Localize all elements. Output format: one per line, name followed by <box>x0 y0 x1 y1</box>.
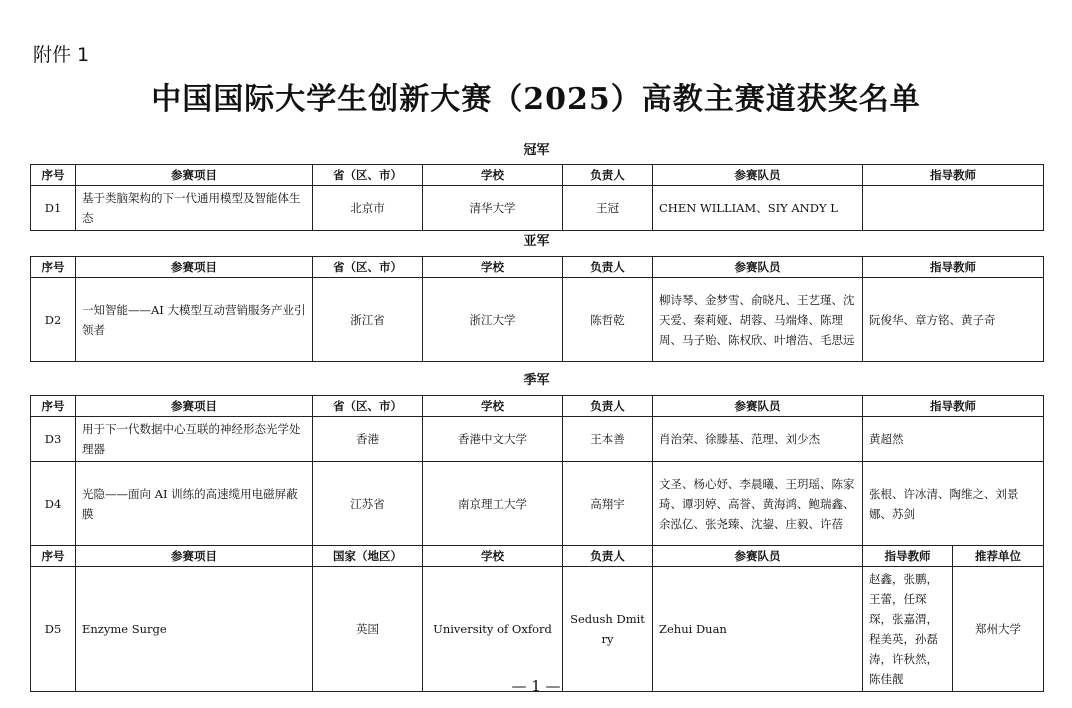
column-header: 序号 <box>31 546 76 567</box>
table-cell: 清华大学 <box>423 186 563 231</box>
column-header: 序号 <box>31 165 76 186</box>
champion-table <box>30 164 1044 231</box>
section-title-third: 季军 <box>523 373 550 388</box>
runner-up-table <box>30 256 1044 362</box>
table-cell: 北京市 <box>313 186 423 231</box>
column-header: 序号 <box>31 396 76 417</box>
table-cell: 文圣、杨心妤、李晨曦、王玥瑶、陈家琦、谭羽婷、高誉、黄海鸿、鲍瑞鑫、余泓亿、张尧臻、沈鋆、庄毅、许蓓 <box>653 462 863 546</box>
column-header: 国家（地区） <box>313 546 423 567</box>
column-header: 负责人 <box>563 396 653 417</box>
table-cell: 高翔宇 <box>563 462 653 546</box>
attachment-label: 附件 1 <box>33 44 90 66</box>
column-header: 参赛项目 <box>76 396 313 417</box>
header-row <box>31 396 1044 417</box>
section-title-champion: 冠军 <box>523 143 550 158</box>
document-title: 中国国际大学生创新大赛（2025）高教主赛道获奖名单 <box>151 82 921 117</box>
table-cell: 赵鑫，张鹏，王蕾，任琛琛，张嘉渭，程美英，孙磊涛，许秋然，陈佳靓 <box>863 567 953 692</box>
table-cell <box>863 186 1044 231</box>
column-header: 学校 <box>423 257 563 278</box>
table-row <box>31 278 1044 362</box>
table-cell: Zehui Duan <box>653 567 863 692</box>
table-row <box>31 417 1044 462</box>
column-header: 参赛项目 <box>76 257 313 278</box>
column-header: 负责人 <box>563 257 653 278</box>
column-header: 省（区、市） <box>313 165 423 186</box>
table-cell: D2 <box>31 278 76 362</box>
column-header: 学校 <box>423 546 563 567</box>
table-cell: 黄超然 <box>863 417 1044 462</box>
column-header: 省（区、市） <box>313 257 423 278</box>
column-header: 指导教师 <box>863 396 1044 417</box>
table-cell: University of Oxford <box>423 567 563 692</box>
column-header: 参赛队员 <box>653 257 863 278</box>
table-cell: 浙江大学 <box>423 278 563 362</box>
table-cell: 南京理工大学 <box>423 462 563 546</box>
table-cell: 郑州大学 <box>953 567 1044 692</box>
table-cell: 张根、许冰清、陶维之、刘景娜、苏剑 <box>863 462 1044 546</box>
column-header: 参赛项目 <box>76 546 313 567</box>
page-number: — 1 — <box>511 677 561 695</box>
column-header: 负责人 <box>563 546 653 567</box>
table-cell: 浙江省 <box>313 278 423 362</box>
column-header: 学校 <box>423 165 563 186</box>
column-header: 负责人 <box>563 165 653 186</box>
column-header: 指导教师 <box>863 257 1044 278</box>
column-header: 参赛项目 <box>76 165 313 186</box>
table-cell: D1 <box>31 186 76 231</box>
table-cell: 英国 <box>313 567 423 692</box>
table-cell: 王本善 <box>563 417 653 462</box>
header-row-international <box>31 546 1044 567</box>
table-cell: D4 <box>31 462 76 546</box>
table-cell: D5 <box>31 567 76 692</box>
column-header: 序号 <box>31 257 76 278</box>
table-cell: 陈哲乾 <box>563 278 653 362</box>
table-cell: 阮俊华、章方铭、黄子奇 <box>863 278 1044 362</box>
column-header: 参赛队员 <box>653 396 863 417</box>
table-cell: CHEN WILLIAM、SIY ANDY L <box>653 186 863 231</box>
column-header: 省（区、市） <box>313 396 423 417</box>
table-cell: 香港中文大学 <box>423 417 563 462</box>
table-row <box>31 462 1044 546</box>
table-cell: 香港 <box>313 417 423 462</box>
section-title-runner-up: 亚军 <box>523 234 550 249</box>
table-cell: Enzyme Surge <box>76 567 313 692</box>
table-row <box>31 186 1044 231</box>
column-header: 指导教师 <box>863 165 1044 186</box>
column-header: 学校 <box>423 396 563 417</box>
table-cell: 用于下一代数据中心互联的神经形态光学处理器 <box>76 417 313 462</box>
table-cell: 基于类脑架构的下一代通用模型及智能体生态 <box>76 186 313 231</box>
column-header: 参赛队员 <box>653 165 863 186</box>
column-header: 推荐单位 <box>953 546 1044 567</box>
third-place-table <box>30 395 1044 692</box>
table-cell: 王冠 <box>563 186 653 231</box>
table-cell: 柳诗琴、金梦雪、俞晓凡、王艺瑾、沈天爱、秦莉娅、胡蓉、马端烽、陈理周、马子贻、陈权欣、叶增浩、毛思远 <box>653 278 863 362</box>
table-row <box>31 567 1044 692</box>
table-cell: 光隐——面向 AI 训练的高速缆用电磁屏蔽膜 <box>76 462 313 546</box>
table-cell: 江苏省 <box>313 462 423 546</box>
table-cell: 一知智能——AI 大模型互动营销服务产业引领者 <box>76 278 313 362</box>
table-cell: 肖治荣、徐滕基、范理、刘少杰 <box>653 417 863 462</box>
column-header: 参赛队员 <box>653 546 863 567</box>
column-header: 指导教师 <box>863 546 953 567</box>
header-row <box>31 257 1044 278</box>
header-row <box>31 165 1044 186</box>
table-cell: Sedush Dmitry <box>563 567 653 692</box>
table-cell: D3 <box>31 417 76 462</box>
